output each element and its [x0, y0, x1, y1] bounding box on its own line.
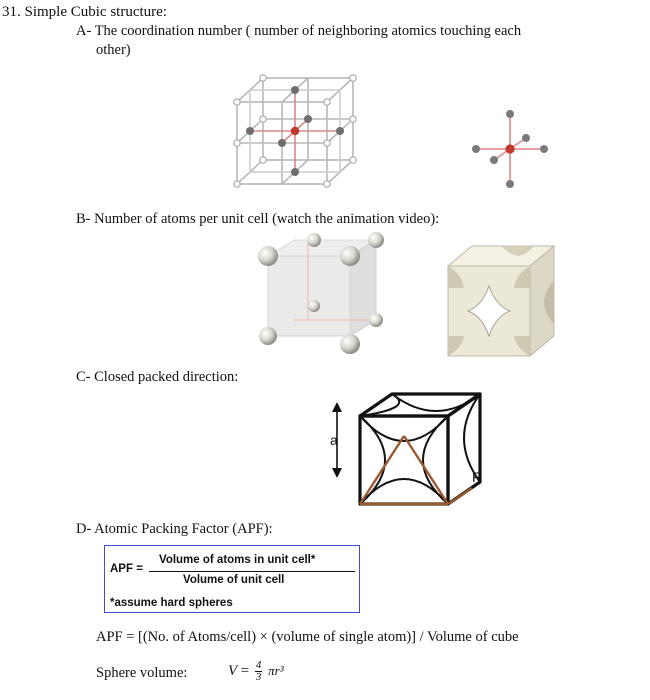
fraction-denominator: 3: [255, 671, 262, 683]
formula-fraction: [255, 660, 263, 683]
cut-cube-figure: [440, 240, 562, 362]
section-c-label: C-: [76, 369, 91, 385]
section-a-text: The coordination number ( number of neighboring atomics touching each: [94, 23, 522, 39]
radius-label: R: [472, 469, 483, 485]
formula-rhs: πr³: [268, 662, 284, 678]
sphere-volume-label: Sphere volume:: [96, 665, 188, 681]
section-b-label: B-: [76, 211, 91, 227]
center-atom: [291, 127, 299, 135]
section-b-text: Number of atoms per unit cell (watch the animation video):: [94, 211, 440, 227]
apf-formula: APF = [(No. of Atoms/cell) × (volume of single atom)] / Volume of cube: [96, 629, 519, 645]
section-a-line2: other): [96, 42, 131, 58]
section-d-label: D-: [76, 521, 92, 537]
section-c-text: Closed packed direction:: [94, 369, 239, 385]
close-packed-figure: [320, 388, 500, 514]
sphere-volume-formula: [228, 660, 284, 683]
section-a-label: A-: [76, 23, 92, 39]
formula-lhs: V: [228, 662, 237, 679]
sc-lattice-figure: [225, 72, 370, 192]
section-c: [76, 368, 238, 387]
edge-label: a: [330, 432, 338, 448]
apf-fraction-bar: [149, 571, 355, 572]
coordination-center-atom: [505, 144, 514, 153]
apf-definition-box: [104, 545, 360, 613]
problem-title: 31. Simple Cubic structure:: [2, 4, 167, 20]
apf-note: *assume hard spheres: [110, 597, 233, 609]
coordination-figure: [470, 108, 550, 190]
section-d-text: Atomic Packing Factor (APF):: [94, 521, 273, 537]
formula-equals: =: [240, 662, 250, 679]
fraction-numerator: 4: [255, 659, 262, 671]
apf-lhs: APF =: [110, 563, 143, 575]
apf-numerator: Volume of atoms in unit cell*: [159, 554, 316, 566]
section-d: [76, 520, 273, 539]
section-b: [76, 210, 439, 229]
apf-denominator: Volume of unit cell: [183, 574, 285, 586]
section-a-line1: [76, 22, 521, 41]
unit-cell-figure: [250, 228, 390, 363]
